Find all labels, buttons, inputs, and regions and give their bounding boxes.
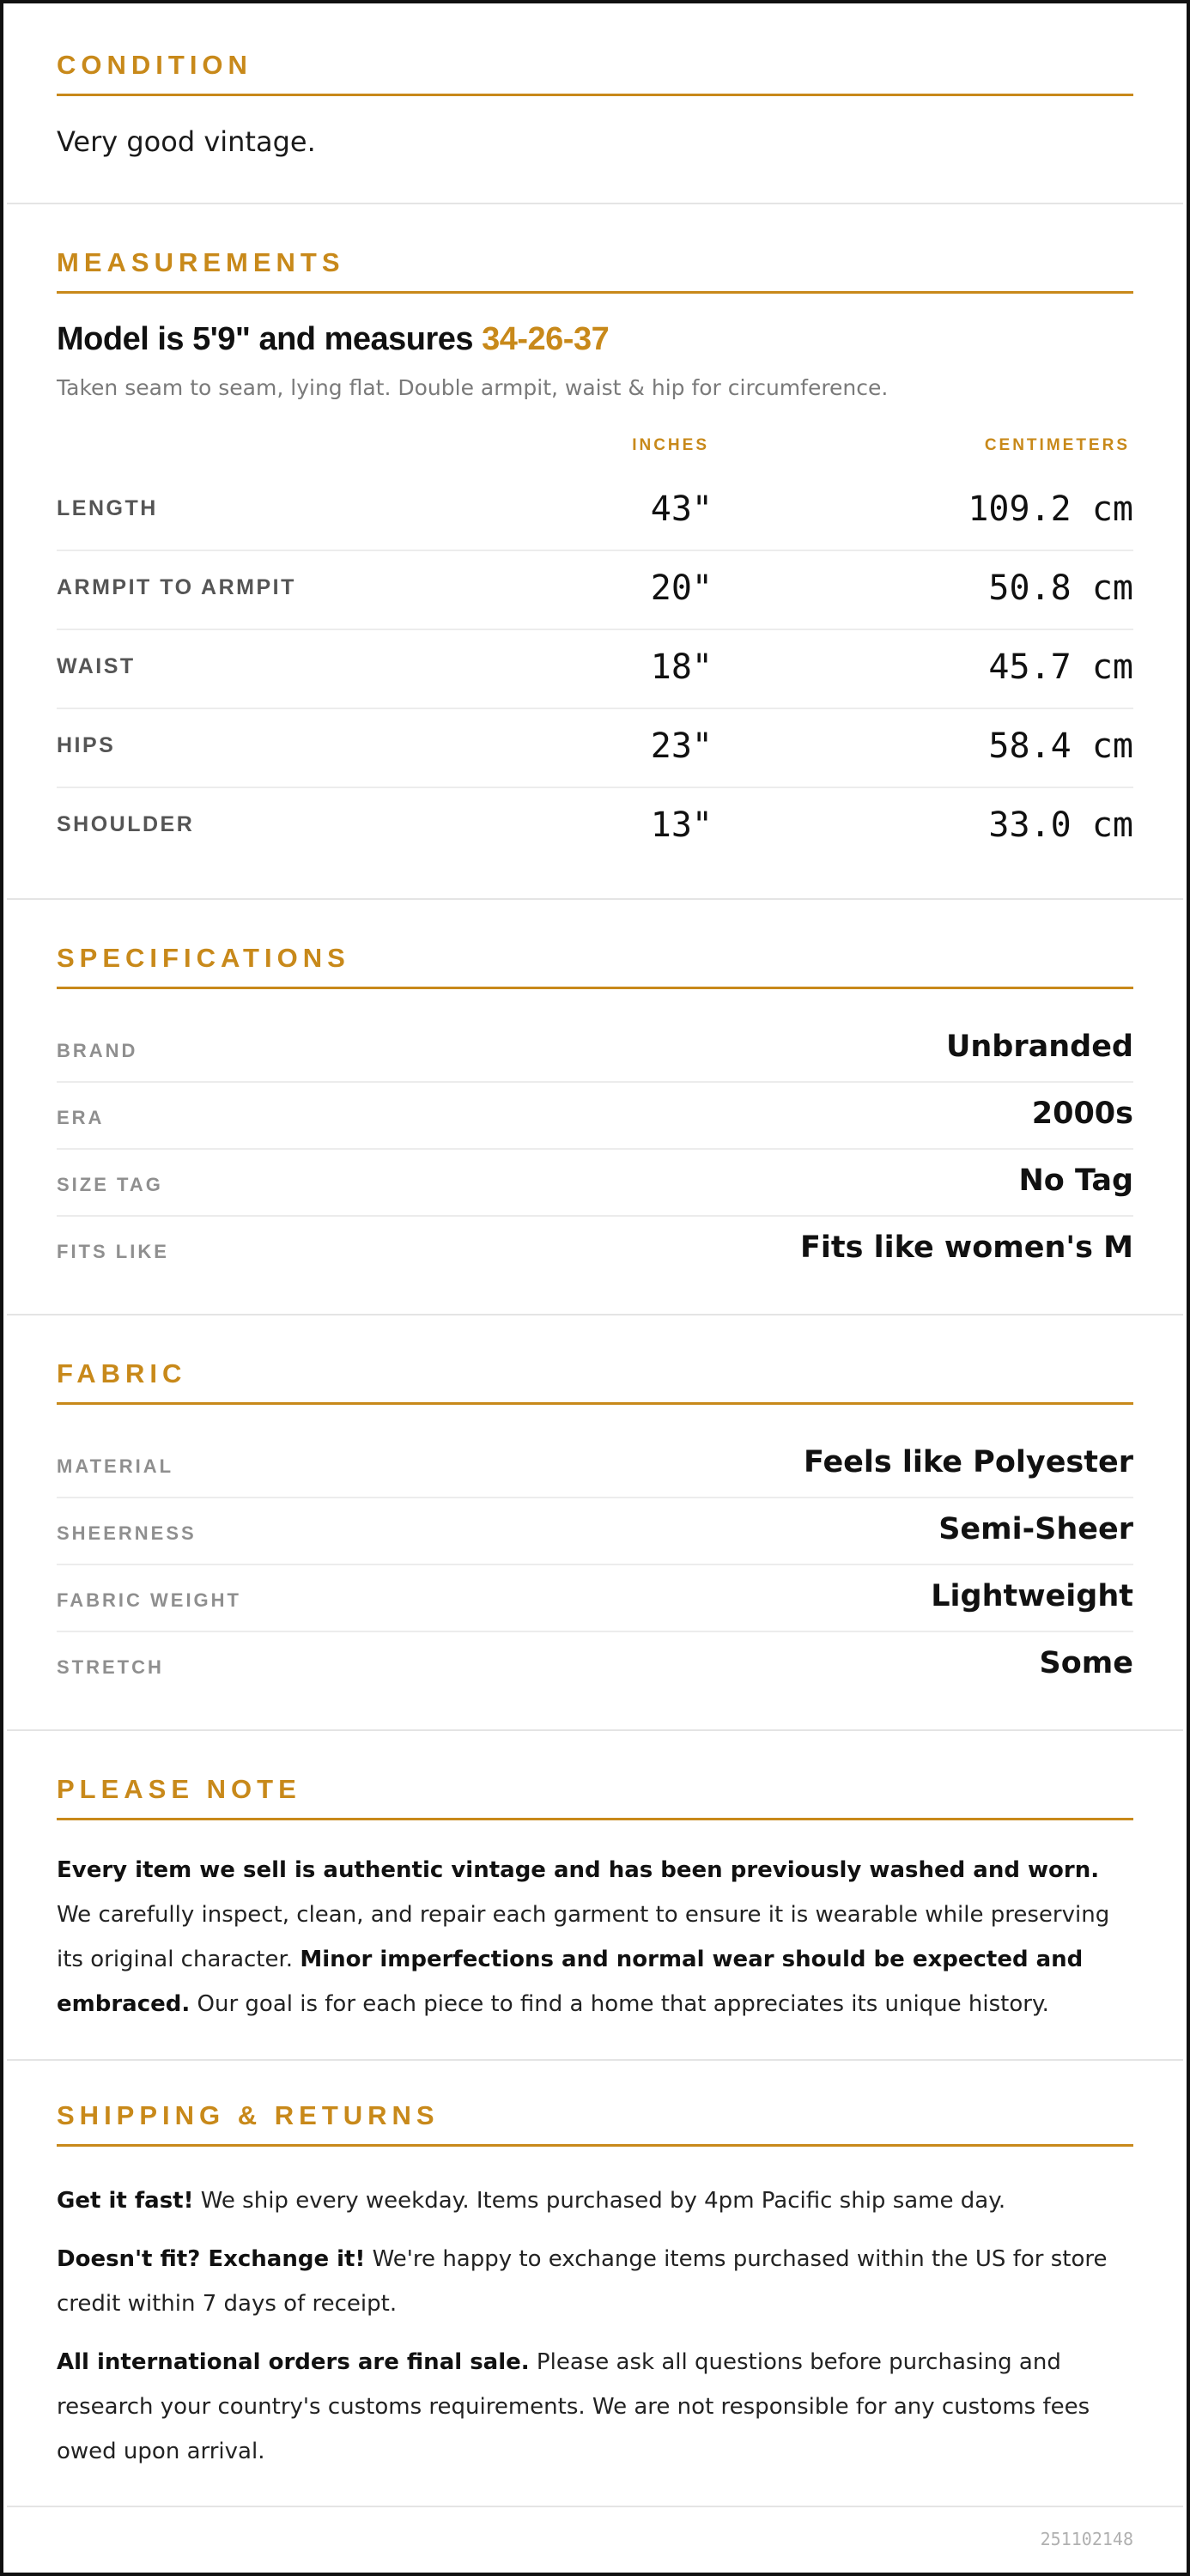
measurement-inches: 20": [650, 568, 713, 608]
specifications-section: [7, 900, 1183, 1315]
spec-label: SIZE TAG: [57, 1174, 163, 1195]
shipping-paragraph-1: [57, 2178, 1133, 2223]
spec-label: BRAND: [57, 1040, 138, 1061]
fabric-label: MATERIAL: [57, 1455, 174, 1477]
shipping-section: [7, 2061, 1183, 2507]
spec-row: [57, 1217, 1133, 1284]
measurement-cm: 33.0 cm: [988, 805, 1133, 845]
measurement-row: [57, 472, 1133, 551]
spec-value: No Tag: [1018, 1163, 1133, 1198]
please-note-bold-1: Every item we sell is authentic vintage and has been previously washed and worn.: [57, 1857, 1100, 1883]
column-header-centimeters: CENTIMETERS: [984, 436, 1130, 454]
shipping-bold-1: Get it fast!: [57, 2188, 194, 2214]
spec-row: [57, 1083, 1133, 1150]
spec-value: 2000s: [1031, 1097, 1133, 1131]
measurement-cm: 109.2 cm: [968, 489, 1133, 529]
measurements-section: [7, 204, 1183, 900]
measurement-label: WAIST: [57, 654, 136, 678]
shipping-bold-3: All international orders are final sale.: [57, 2349, 530, 2375]
measurement-row: [57, 551, 1133, 630]
fabric-row: [57, 1431, 1133, 1498]
shipping-bold-2: Doesn't fit? Exchange it!: [57, 2246, 366, 2272]
spec-row: [57, 1016, 1133, 1083]
fabric-label: STRETCH: [57, 1656, 164, 1678]
spec-value: Unbranded: [945, 1030, 1133, 1064]
condition-divider: [57, 94, 1133, 96]
specifications-divider: [57, 987, 1133, 989]
fabric-value: Feels like Polyester: [803, 1445, 1133, 1479]
fabric-section: [7, 1315, 1183, 1731]
shipping-paragraph-3: [57, 2340, 1133, 2474]
condition-title: CONDITION: [57, 50, 252, 80]
fabric-row: [57, 1632, 1133, 1699]
measurement-cm: 45.7 cm: [988, 647, 1133, 687]
fabric-value: Semi-Sheer: [938, 1512, 1133, 1546]
measurement-row: [57, 630, 1133, 709]
measurement-label: HIPS: [57, 733, 116, 757]
fabric-label: SHEERNESS: [57, 1522, 197, 1544]
measurement-inches: 43": [650, 489, 713, 529]
please-note-title: PLEASE NOTE: [57, 1774, 301, 1804]
please-note-section: [7, 1731, 1183, 2061]
condition-section: [7, 3, 1183, 204]
model-measures: 34-26-37: [482, 321, 610, 357]
measurement-inches: 18": [650, 647, 713, 687]
fabric-row: [57, 1498, 1133, 1565]
measurement-cm: 58.4 cm: [988, 726, 1133, 766]
model-prefix: Model is 5'9" and measures: [57, 321, 483, 357]
fabric-value: Lightweight: [931, 1579, 1133, 1613]
measurement-cm: 50.8 cm: [988, 568, 1133, 608]
fabric-label: FABRIC WEIGHT: [57, 1589, 241, 1611]
measurement-label: LENGTH: [57, 496, 158, 520]
condition-text: Very good vintage.: [57, 125, 316, 158]
please-note-bold-2: Minor imperfections and normal wear should be expected and embraced.: [57, 1947, 1084, 2017]
measurements-title: MEASUREMENTS: [57, 247, 345, 277]
model-info: [57, 321, 609, 358]
spec-row: [57, 1150, 1133, 1217]
shipping-text-2: We're happy to exchange items purchased within the US for store credit within 7 days of receipt.: [57, 2246, 1108, 2317]
measurement-row: [57, 709, 1133, 788]
measurement-label: SHOULDER: [57, 812, 195, 836]
specifications-title: SPECIFICATIONS: [57, 943, 350, 973]
shipping-text-3: Please ask all questions before purchasing and research your country's customs requirements. We are not responsible for any customs fees owed upon arrival.: [57, 2349, 1090, 2464]
measurement-inches: 13": [650, 805, 713, 845]
shipping-title: SHIPPING & RETURNS: [57, 2100, 440, 2130]
measurement-label: ARMPIT TO ARMPIT: [57, 575, 296, 599]
measurement-row: [57, 788, 1133, 867]
fabric-divider: [57, 1402, 1133, 1405]
shipping-text-1: We ship every weekday. Items purchased by 4pm Pacific ship same day.: [193, 2188, 1006, 2214]
spec-label: ERA: [57, 1107, 105, 1128]
please-note-text: [57, 1848, 1133, 2026]
please-note-text-1: We carefully inspect, clean, and repair each garment to ensure it is wearable while preserving its original character.: [57, 1902, 1110, 1972]
measurement-inches: 23": [650, 726, 713, 766]
please-note-text-2: Our goal is for each piece to find a home that appreciates its unique history.: [190, 1991, 1049, 2017]
column-header-inches: INCHES: [632, 436, 709, 454]
spec-value: Fits like women's M: [800, 1230, 1133, 1265]
fabric-value: Some: [1039, 1646, 1133, 1680]
measurements-divider: [57, 291, 1133, 294]
measurements-subtitle: Taken seam to seam, lying flat. Double armpit, waist & hip for circumference.: [57, 375, 889, 400]
please-note-divider: [57, 1818, 1133, 1820]
item-id: 251102148: [1040, 2529, 1133, 2549]
fabric-row: [57, 1565, 1133, 1632]
spec-label: FITS LIKE: [57, 1241, 169, 1262]
shipping-divider: [57, 2144, 1133, 2147]
shipping-paragraph-2: [57, 2237, 1133, 2326]
fabric-title: FABRIC: [57, 1358, 187, 1388]
